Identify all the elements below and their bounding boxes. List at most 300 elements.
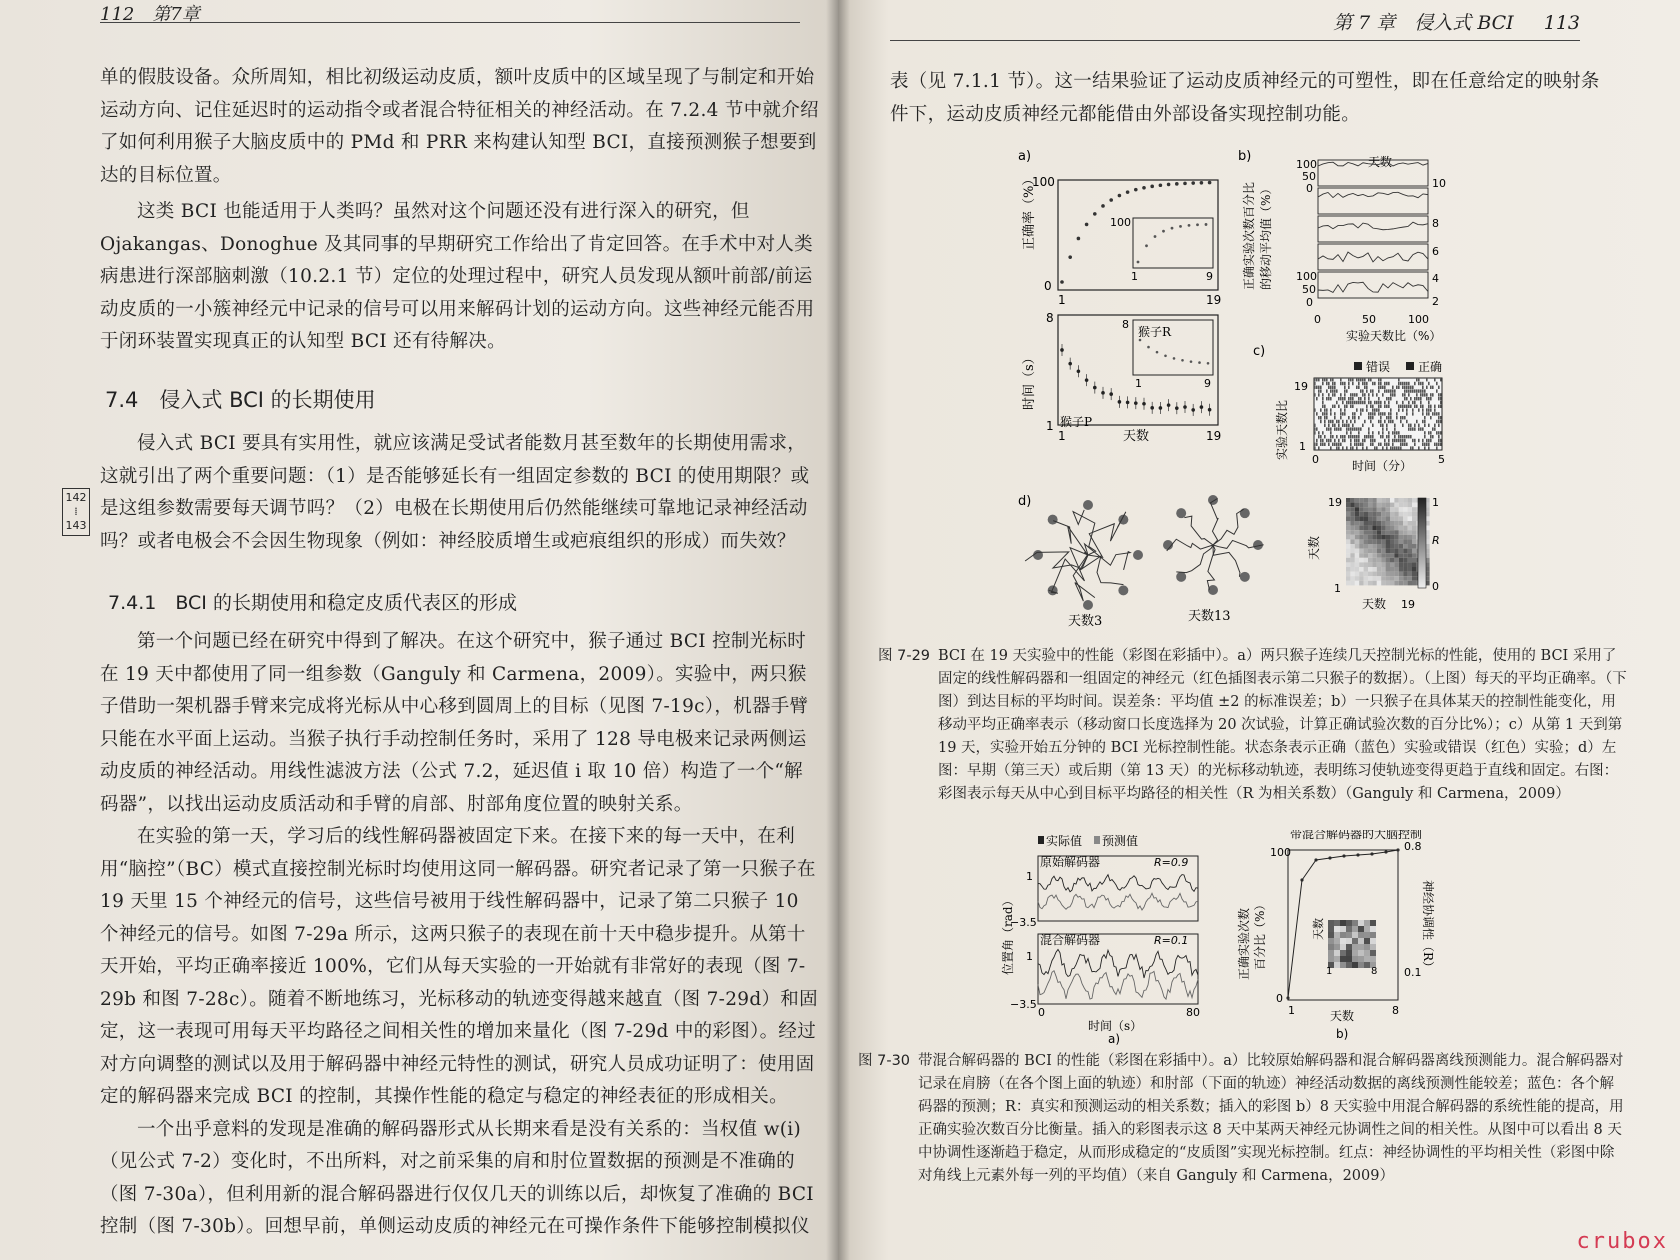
raster-cell xyxy=(1428,443,1430,446)
raster-cell xyxy=(1378,420,1380,423)
raster-cell xyxy=(1414,439,1416,442)
inset-cell xyxy=(1364,962,1370,968)
raster-cell xyxy=(1386,443,1388,446)
raster-cell xyxy=(1438,412,1440,415)
matrix-cell xyxy=(1408,498,1412,503)
raster-cell xyxy=(1350,378,1352,381)
raster-cell xyxy=(1386,435,1388,438)
accuracy-dot xyxy=(1134,188,1138,192)
raster-cell xyxy=(1440,420,1442,423)
target-circle xyxy=(1240,508,1250,518)
matrix-cell xyxy=(1412,558,1416,563)
mixed-decoder: 混合解码器 xyxy=(1040,933,1101,947)
right-page xyxy=(838,0,1680,1260)
raster-cell xyxy=(1372,443,1374,446)
raster-cell xyxy=(1370,439,1372,442)
raster-cell xyxy=(1418,397,1420,400)
raster-cell xyxy=(1362,446,1364,449)
matrix-cell xyxy=(1394,558,1398,563)
matrix-cell xyxy=(1390,503,1394,508)
raster-cell xyxy=(1366,408,1368,411)
raster-cell xyxy=(1422,389,1424,392)
a-ylabel: 正确率（%） xyxy=(1022,172,1037,250)
c-legend-err: 错误 xyxy=(1366,360,1391,374)
matrix-cell xyxy=(1399,507,1403,512)
raster-cell xyxy=(1386,382,1388,385)
section-heading-7-4-1: 7.4.1 BCI 的长期使用和稳定皮质代表区的形成 xyxy=(108,592,517,614)
raster-cell xyxy=(1412,446,1414,449)
raster-cell xyxy=(1440,397,1442,400)
matrix-cell xyxy=(1403,581,1407,586)
cursor-path xyxy=(1184,516,1213,545)
raster-cell xyxy=(1354,439,1356,442)
legend-pred: 预测值 xyxy=(1102,834,1139,848)
matrix-cell xyxy=(1390,544,1394,549)
inset-cell xyxy=(1370,938,1376,944)
raster-cell xyxy=(1388,401,1390,404)
caption-label: 图 7-29 xyxy=(878,648,931,664)
raster-cell xyxy=(1378,386,1380,389)
matrix-cell xyxy=(1381,521,1385,526)
time-dot xyxy=(1134,401,1138,405)
accuracy-inset-dot xyxy=(1171,227,1174,230)
inset-cell xyxy=(1364,920,1370,926)
matrix-cell xyxy=(1368,558,1372,563)
matrix-cell xyxy=(1364,572,1368,577)
raster-cell xyxy=(1372,382,1374,385)
raster-cell xyxy=(1324,378,1326,381)
raster-cell xyxy=(1370,420,1372,423)
raster-cell xyxy=(1408,401,1410,404)
raster-cell xyxy=(1436,431,1438,434)
matrix-cell xyxy=(1350,512,1354,517)
raster-cell xyxy=(1410,405,1412,408)
raster-cell xyxy=(1362,443,1364,446)
raster-cell xyxy=(1342,397,1344,400)
raster-cell xyxy=(1400,446,1402,449)
raster-cell xyxy=(1324,443,1326,446)
inset-cell xyxy=(1328,956,1334,962)
a2-y1: 1 xyxy=(1046,419,1054,433)
raster-cell xyxy=(1416,405,1418,408)
raster-cell xyxy=(1374,412,1376,415)
raster-cell xyxy=(1330,427,1332,430)
raster-cell xyxy=(1404,405,1406,408)
matrix-cell xyxy=(1399,526,1403,531)
matrix-cell xyxy=(1412,507,1416,512)
raster-cell xyxy=(1432,386,1434,389)
matrix-cell xyxy=(1372,544,1376,549)
inset-cell xyxy=(1340,932,1346,938)
raster-cell xyxy=(1392,443,1394,446)
raster-cell xyxy=(1388,382,1390,385)
raster-cell xyxy=(1332,435,1334,438)
raster-cell xyxy=(1386,424,1388,427)
inset-cell xyxy=(1328,926,1334,932)
matrix-cell xyxy=(1408,567,1412,572)
raster-cell xyxy=(1428,412,1430,415)
raster-cell xyxy=(1424,416,1426,419)
raster-cell xyxy=(1348,435,1350,438)
trace xyxy=(1038,893,1198,910)
b-day: 6 xyxy=(1432,245,1439,258)
raster-cell xyxy=(1372,435,1374,438)
raster-cell xyxy=(1374,408,1376,411)
matrix-cell xyxy=(1355,521,1359,526)
matrix-cell xyxy=(1368,581,1372,586)
raster-cell xyxy=(1344,397,1346,400)
raster-cell xyxy=(1432,412,1434,415)
raster-cell xyxy=(1356,393,1358,396)
raster-cell xyxy=(1432,435,1434,438)
matrix-cell xyxy=(1381,516,1385,521)
matrix-cell xyxy=(1399,503,1403,508)
time-dot xyxy=(1183,405,1187,409)
raster-cell xyxy=(1314,382,1316,385)
matrix-cell xyxy=(1408,581,1412,586)
raster-cell xyxy=(1396,446,1398,449)
raster-cell xyxy=(1322,393,1324,396)
matrix-cell xyxy=(1368,526,1372,531)
matrix-cell xyxy=(1364,558,1368,563)
raster-cell xyxy=(1350,427,1352,430)
raster-cell xyxy=(1388,389,1390,392)
raster-cell xyxy=(1362,424,1364,427)
raster-cell xyxy=(1372,405,1374,408)
matrix-cell xyxy=(1368,562,1372,567)
raster-cell xyxy=(1330,378,1332,381)
matrix-cell xyxy=(1399,498,1403,503)
matrix-cell xyxy=(1399,544,1403,549)
inset-cell xyxy=(1334,944,1340,950)
d-cbR: R xyxy=(1432,534,1440,547)
matrix-cell xyxy=(1355,558,1359,563)
raster-cell xyxy=(1408,382,1410,385)
matrix-cell xyxy=(1381,553,1385,558)
matrix-cell xyxy=(1403,521,1407,526)
time-inset-dot xyxy=(1156,351,1159,354)
matrix-cell xyxy=(1390,530,1394,535)
matrix-cell xyxy=(1359,526,1363,531)
raster-cell xyxy=(1374,382,1376,385)
raster-cell xyxy=(1412,439,1414,442)
raster-cell xyxy=(1422,408,1424,411)
time-dot xyxy=(1159,406,1163,410)
ym35b: −3.5 xyxy=(1010,998,1037,1011)
inset-cell xyxy=(1352,926,1358,932)
matrix-cell xyxy=(1368,516,1372,521)
raster-cell xyxy=(1328,439,1330,442)
matrix-cell xyxy=(1368,521,1372,526)
inset-cell xyxy=(1370,956,1376,962)
raster-cell xyxy=(1366,382,1368,385)
raster-cell xyxy=(1324,416,1326,419)
matrix-cell xyxy=(1390,581,1394,586)
inset-cell xyxy=(1352,938,1358,944)
target-circle xyxy=(1033,550,1043,560)
inset-cell xyxy=(1358,920,1364,926)
matrix-cell xyxy=(1364,544,1368,549)
inset-cell xyxy=(1334,950,1340,956)
raster-cell xyxy=(1316,397,1318,400)
b-x50: 50 xyxy=(1362,313,1376,326)
inset-cell xyxy=(1370,950,1376,956)
inset-cell xyxy=(1346,938,1352,944)
matrix-cell xyxy=(1355,539,1359,544)
matrix-cell xyxy=(1408,562,1412,567)
raster-cell xyxy=(1352,378,1354,381)
matrix-cell xyxy=(1368,512,1372,517)
raster-cell xyxy=(1356,427,1358,430)
raster-cell xyxy=(1422,405,1424,408)
raster-cell xyxy=(1340,443,1342,446)
raster-cell xyxy=(1402,405,1404,408)
a2-ylabel: 时间（s） xyxy=(1022,351,1037,410)
raster-cell xyxy=(1330,420,1332,423)
raster-cell xyxy=(1436,420,1438,423)
a-inset-100: 100 xyxy=(1110,216,1131,229)
accuracy-dot xyxy=(1077,237,1081,241)
matrix-cell xyxy=(1377,576,1381,581)
raster-cell xyxy=(1408,389,1410,392)
raster-cell xyxy=(1370,378,1372,381)
matrix-cell xyxy=(1403,576,1407,581)
y1b: 1 xyxy=(1026,950,1033,963)
a2-x1: 1 xyxy=(1058,429,1066,443)
raster-cell xyxy=(1398,405,1400,408)
raster-cell xyxy=(1426,443,1428,446)
raster-cell xyxy=(1342,382,1344,385)
matrix-cell xyxy=(1386,535,1390,540)
raster-cell xyxy=(1334,424,1336,427)
matrix-cell xyxy=(1390,562,1394,567)
raster-cell xyxy=(1354,420,1356,423)
strip-frame xyxy=(1318,188,1428,214)
raster-cell xyxy=(1382,431,1384,434)
matrix-cell xyxy=(1377,521,1381,526)
raster-cell xyxy=(1376,393,1378,396)
matrix-cell xyxy=(1364,521,1368,526)
raster-cell xyxy=(1436,443,1438,446)
panel-label-b: b) xyxy=(1238,149,1252,164)
raster-cell xyxy=(1384,401,1386,404)
b-days: 天数 xyxy=(1368,155,1393,169)
raster-cell xyxy=(1370,412,1372,415)
raster-cell xyxy=(1424,389,1426,392)
matrix-cell xyxy=(1364,562,1368,567)
raster-cell xyxy=(1352,393,1354,396)
raster-cell xyxy=(1322,401,1324,404)
strip-trace xyxy=(1318,222,1428,230)
raster-cell xyxy=(1436,389,1438,392)
raster-cell xyxy=(1342,439,1344,442)
matrix-cell xyxy=(1346,562,1350,567)
raster-cell xyxy=(1358,382,1360,385)
raster-cell xyxy=(1416,389,1418,392)
raster-cell xyxy=(1382,424,1384,427)
raster-cell xyxy=(1332,389,1334,392)
raster-cell xyxy=(1398,378,1400,381)
raster-cell xyxy=(1368,435,1370,438)
target-circle xyxy=(1176,572,1186,582)
raster-cell xyxy=(1348,378,1350,381)
time-inset-dot xyxy=(1190,360,1193,363)
raster-cell xyxy=(1378,412,1380,415)
raster-cell xyxy=(1404,393,1406,396)
d-day13: 天数13 xyxy=(1188,609,1231,624)
raster-cell xyxy=(1352,435,1354,438)
b-y0: 0 xyxy=(1276,992,1283,1005)
matrix-cell xyxy=(1377,535,1381,540)
time-dot xyxy=(1150,406,1154,410)
raster-cell xyxy=(1390,408,1392,411)
fig30-title-b: 带混合解码器的大脑控制 xyxy=(1290,830,1423,841)
raster-cell xyxy=(1376,446,1378,449)
raster-cell xyxy=(1338,427,1340,430)
raster-cell xyxy=(1428,397,1430,400)
raster-cell xyxy=(1352,427,1354,430)
c-legend-err-swatch xyxy=(1354,362,1362,370)
matrix-cell xyxy=(1359,516,1363,521)
matrix-cell xyxy=(1359,576,1363,581)
raster-cell xyxy=(1400,435,1402,438)
matrix-cell xyxy=(1377,572,1381,577)
a-inset-frame xyxy=(1133,218,1213,268)
d-cb1: 1 xyxy=(1432,496,1439,509)
matrix-cell xyxy=(1355,503,1359,508)
matrix-cell xyxy=(1394,576,1398,581)
raster-cell xyxy=(1356,435,1358,438)
matrix-cell xyxy=(1372,507,1376,512)
raster-cell xyxy=(1418,446,1420,449)
raster-cell xyxy=(1318,446,1320,449)
matrix-cell xyxy=(1372,526,1376,531)
matrix-cell xyxy=(1403,539,1407,544)
matrix-cell xyxy=(1408,539,1412,544)
matrix-cell xyxy=(1346,503,1350,508)
raster-cell xyxy=(1364,393,1366,396)
raster-cell xyxy=(1314,386,1316,389)
raster-cell xyxy=(1440,443,1442,446)
raster-cell xyxy=(1318,389,1320,392)
raster-cell xyxy=(1358,435,1360,438)
raster-cell xyxy=(1318,386,1320,389)
raster-cell xyxy=(1438,443,1440,446)
raster-cell xyxy=(1354,393,1356,396)
matrix-cell xyxy=(1346,507,1350,512)
matrix-cell xyxy=(1399,572,1403,577)
x80: 80 xyxy=(1186,1006,1200,1019)
matrix-cell xyxy=(1350,576,1354,581)
raster-cell xyxy=(1332,382,1334,385)
raster-cell xyxy=(1354,412,1356,415)
matrix-cell xyxy=(1403,572,1407,577)
raster-cell xyxy=(1338,405,1340,408)
raster-cell xyxy=(1398,431,1400,434)
raster-cell xyxy=(1314,424,1316,427)
raster-cell xyxy=(1328,420,1330,423)
matrix-cell xyxy=(1394,539,1398,544)
a2-inset-1: 1 xyxy=(1135,377,1142,390)
matrix-cell xyxy=(1390,553,1394,558)
raster-cell xyxy=(1396,401,1398,404)
d-cb0: 0 xyxy=(1432,580,1439,593)
raster-cell xyxy=(1318,416,1320,419)
raster-cell xyxy=(1434,424,1436,427)
raster-cell xyxy=(1336,420,1338,423)
matrix-cell xyxy=(1399,562,1403,567)
raster-cell xyxy=(1384,386,1386,389)
accuracy-dot xyxy=(1109,198,1113,202)
raster-cell xyxy=(1374,439,1376,442)
raster-cell xyxy=(1338,439,1340,442)
matrix-cell xyxy=(1399,521,1403,526)
raster-cell xyxy=(1364,378,1366,381)
matrix-cell xyxy=(1346,553,1350,558)
caption-7-30 xyxy=(858,1050,1628,1188)
raster-cell xyxy=(1396,416,1398,419)
raster-cell xyxy=(1356,408,1358,411)
raster-cell xyxy=(1320,435,1322,438)
matrix-cell xyxy=(1346,512,1350,517)
matrix-cell xyxy=(1386,526,1390,531)
matrix-cell xyxy=(1372,553,1376,558)
matrix-cell xyxy=(1359,530,1363,535)
matrix-cell xyxy=(1350,516,1354,521)
inset-cell xyxy=(1352,920,1358,926)
caption-text: 带混合解码器的 BCI 的性能（彩图在彩插中）。a）比较原始解码器和混合解码器离线预测能力。混合解码器对记录在肩膀（在各个图上面的轨迹）和肘部（下面的轨迹）神经活动数据的离线预测性能较差；蓝色：各个解码器的预测；R：真实和预测运动的相关系数；插入的彩图 b）8 天实验中用混合解码器的系统性能的提高，用正确实验次数百分比衡量。插入的彩图表示这 8 天中某两天神经元协调性之间的相关性。从图中可以看出 8 天中协调性逐渐趋于稳定，从而形成稳定的“皮质图”实现光标控制。红点：神经协调性的平均相关性（彩图中除对角线上元素外每一列的平均值）（来自 Ganguly 和 Carmena，2009） xyxy=(918,1053,1624,1184)
raster-cell xyxy=(1388,397,1390,400)
raster-cell xyxy=(1318,393,1320,396)
matrix-cell xyxy=(1350,521,1354,526)
inset-cell xyxy=(1340,938,1346,944)
mixed-decoder-traces xyxy=(1038,949,1198,999)
raster-cell xyxy=(1412,389,1414,392)
matrix-cell xyxy=(1386,581,1390,586)
b-day: 4 xyxy=(1432,272,1439,285)
matrix-cell xyxy=(1372,516,1376,521)
inset-cell xyxy=(1334,956,1340,962)
y1: 1 xyxy=(1026,870,1033,883)
raster-cell xyxy=(1372,408,1374,411)
raster-cell xyxy=(1414,443,1416,446)
raster-cell xyxy=(1386,416,1388,419)
matrix-cell xyxy=(1412,576,1416,581)
raster-cell xyxy=(1330,446,1332,449)
matrix-cell xyxy=(1359,581,1363,586)
matrix-cell xyxy=(1394,549,1398,554)
raster-cell xyxy=(1366,405,1368,408)
raster-cell xyxy=(1430,386,1432,389)
raster-cell xyxy=(1338,443,1340,446)
c-y1: 1 xyxy=(1299,440,1306,453)
raster-cell xyxy=(1320,439,1322,442)
inset-cell xyxy=(1328,938,1334,944)
raster-cell xyxy=(1398,408,1400,411)
raster-cell xyxy=(1350,446,1352,449)
matrix-cell xyxy=(1390,507,1394,512)
raster-cell xyxy=(1380,405,1382,408)
matrix-cell xyxy=(1394,516,1398,521)
raster-cell xyxy=(1358,427,1360,430)
raster-cell xyxy=(1382,427,1384,430)
inset-cell xyxy=(1352,950,1358,956)
raster-cell xyxy=(1412,427,1414,430)
matrix-cell xyxy=(1355,526,1359,531)
matrix-cell xyxy=(1359,535,1363,540)
raster-cell xyxy=(1380,416,1382,419)
b-x1: 1 xyxy=(1288,1004,1295,1017)
